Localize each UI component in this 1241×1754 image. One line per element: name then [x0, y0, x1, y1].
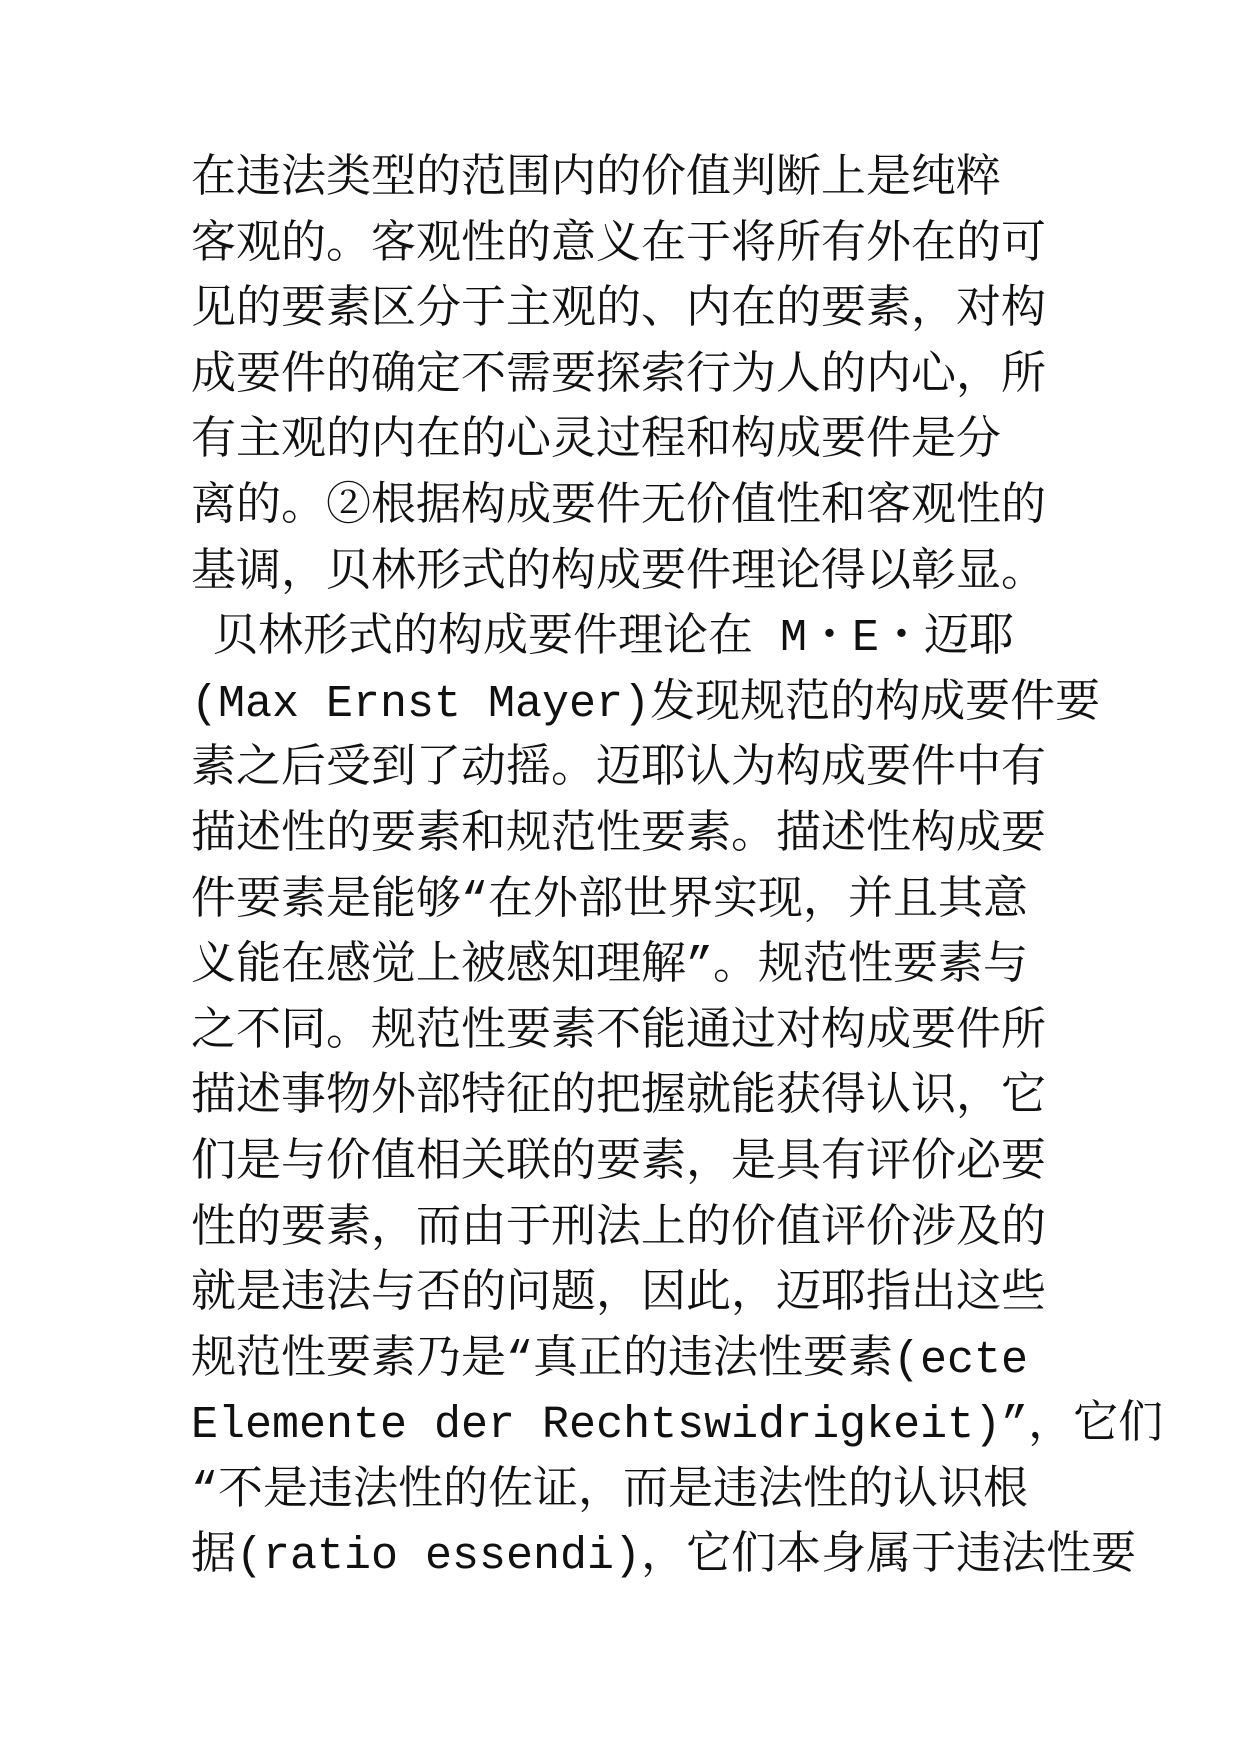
text-line: 基调，贝林形式的构成要件理论得以彰显。: [191, 547, 1047, 599]
text-line: 描述性的要素和规范性要素。描述性构成要: [191, 809, 1047, 861]
text-line: 客观的。客观性的意义在于将所有外在的可: [191, 219, 1047, 271]
text-line: 义能在感觉上被感知理解”。规范性要素与: [191, 941, 1029, 993]
text-line: 在违法类型的范围内的价值判断上是纯粹: [191, 154, 1002, 205]
text-line: 据(ratio essendi)，它们本身属于违法性要: [191, 1531, 1137, 1583]
text-line: 就是违法与否的问题，因此，迈耶指出这些: [191, 1269, 1047, 1321]
text-line: Elemente der Rechtswidrigkeit)”，它们: [191, 1400, 1164, 1452]
text-line: 素之后受到了动摇。迈耶认为构成要件中有: [191, 744, 1047, 796]
body-text: [191, 147, 1231, 1590]
text-line: (Max Ernst Mayer)发现规范的构成要件要: [191, 678, 1101, 730]
text-line: 成要件的确定不需要探索行为人的内心，所: [191, 350, 1047, 402]
text-line: 件要素是能够“在外部世界实现，并且其意: [191, 875, 1029, 927]
text-line: 描述事物外部特征的把握就能获得认识，它: [191, 1072, 1047, 1124]
text-line: 有主观的内在的心灵过程和构成要件是分: [191, 416, 1002, 468]
text-line: 离的。②根据构成要件无价值性和客观性的: [191, 481, 1047, 533]
text-line: 见的要素区分于主观的、内在的要素，对构: [191, 285, 1047, 337]
text-line: 贝林形式的构成要件理论在 M・E・迈耶: [213, 613, 1015, 665]
text-line: 性的要素，而由于刑法上的价值评价涉及的: [191, 1203, 1047, 1255]
text-line: 之不同。规范性要素不能通过对构成要件所: [191, 1006, 1047, 1058]
text-line: 规范性要素乃是“真正的违法性要素(ecte: [191, 1334, 1029, 1386]
text-line: 们是与价值相关联的要素，是具有评价必要: [191, 1137, 1047, 1189]
text-line: “不是违法性的佐证，而是违法性的认识根: [191, 1465, 1029, 1517]
